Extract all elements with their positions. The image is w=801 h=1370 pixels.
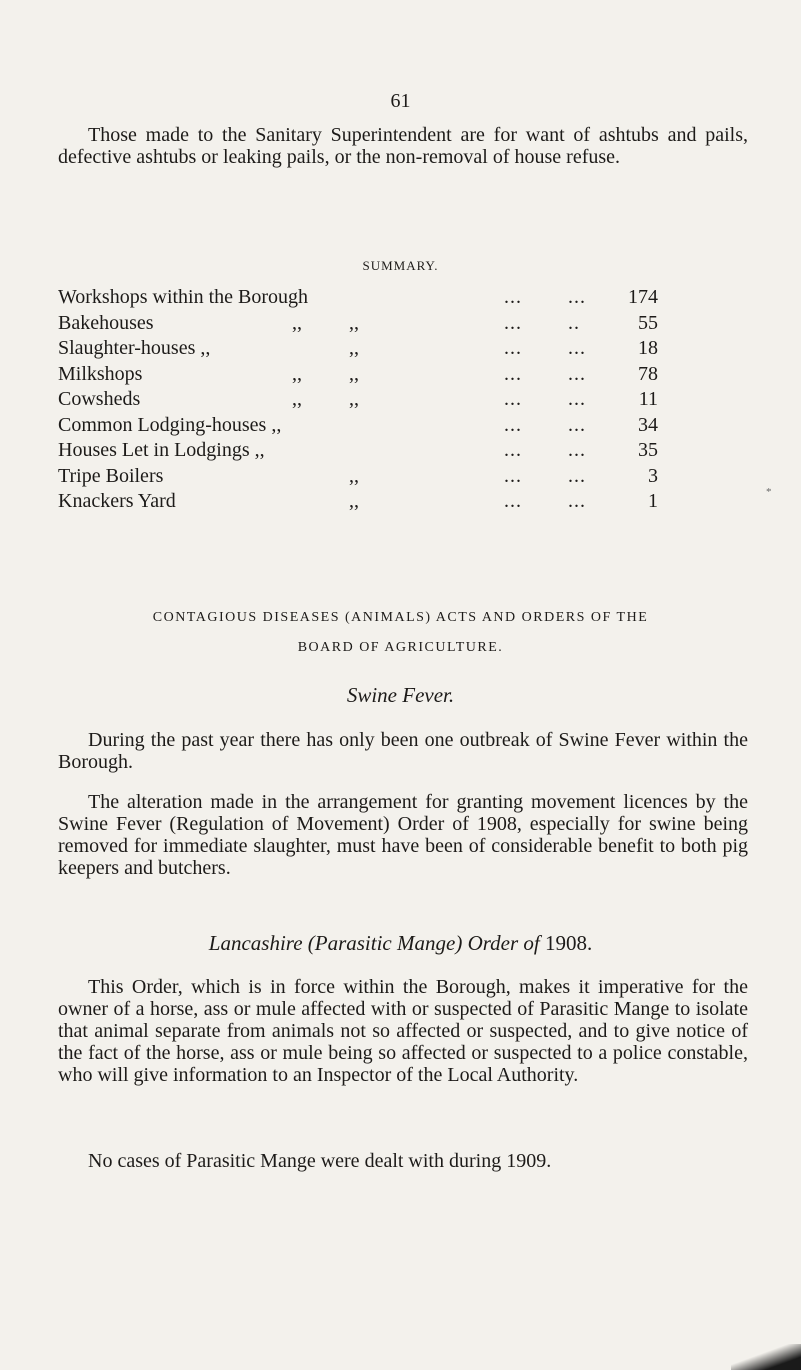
leader-dots: ... [568,286,586,308]
summary-row [58,414,658,440]
leader-dots: ... [504,362,522,385]
contagious-diseases-subheading: BOARD OF AGRICULTURE. [297,640,504,655]
leader-dots: ... [504,311,522,334]
summary-row [58,286,658,312]
row-label: Tripe Boilers [58,464,164,487]
row-label: Houses Let in Lodgings ,, [58,439,265,461]
leader-dots: ... [504,337,522,359]
row-label: Workshops within the Borough [58,286,309,308]
row-value: 55 [638,311,658,334]
heading-year: 1908. [544,931,593,955]
summary-row [58,337,658,363]
ditto-mark: ,, [349,362,359,385]
summary-row [58,312,658,338]
leader-dots: .. [568,311,580,334]
leader-dots: ... [568,413,586,436]
leader-dots: ... [504,490,522,512]
leader-dots: ... [568,439,586,461]
parasitic-mange-heading [0,931,801,956]
ditto-mark: ,, [292,311,302,334]
parasitic-mange-paragraph-2: No cases of Parasitic Mange were dealt with during 1909. [88,1150,552,1172]
row-value: 34 [638,413,658,436]
row-label: Knackers Yard [58,490,176,512]
leader-dots: ... [504,439,522,461]
row-value: 174 [628,286,658,308]
ditto-mark: ,, [292,388,302,410]
summary-table [58,286,658,516]
swine-fever-paragraph-2: The alteration made in the arrangement for granting movement licences by the Swine Fever (Regulation of Movement) Order of 1908, especially for swine being removed for immediate slaughter, must have been of considerable benefit to both pig keepers and butchers. [58,791,748,879]
row-label: Cowsheds [58,388,141,410]
row-value: 35 [638,439,658,461]
swine-fever-paragraph-1: During the past year there has only been one outbreak of Swine Fever within the Borough. [58,729,748,773]
row-label: Bakehouses [58,311,154,334]
leader-dots: ... [568,490,586,512]
row-value: 18 [638,337,658,359]
summary-row [58,363,658,389]
heading-title: Lancashire (Parasitic Mange) Order of [208,931,540,955]
leader-dots: ... [504,413,522,436]
row-value: 1 [648,490,658,512]
row-label: Common Lodging-houses ,, [58,413,282,436]
leader-dots: ... [504,464,522,487]
summary-row [58,439,658,465]
page-corner-blot [731,1344,801,1370]
row-label: Milkshops [58,362,143,385]
leader-dots: ... [504,388,522,410]
row-label: Slaughter-houses ,, [58,337,211,359]
ditto-mark: ,, [349,388,359,410]
row-value: 11 [638,388,658,410]
ditto-mark: ,, [349,311,359,334]
ditto-mark: ,, [292,362,302,385]
leader-dots: ... [568,362,586,385]
summary-title: SUMMARY. [362,258,439,273]
leader-dots: ... [568,337,586,359]
parasitic-mange-paragraph-1: This Order, which is in force within the Borough, makes it imperative for the owner of a horse, ass or mule affected with or suspected of Parasitic Mange to isolate that animal separate from animals not so affected or suspected, and to give notice of the fact of the horse, ass or mule being so affected or suspected to a police constable, who will give information to an Inspector of the Local Authority. [58,976,748,1086]
page-number: 61 [390,90,411,112]
ditto-mark: ,, [349,337,359,359]
summary-row [58,490,658,516]
margin-mark: * [766,486,772,498]
leader-dots: ... [504,286,522,308]
intro-paragraph: Those made to the Sanitary Superintendent are for want of ashtubs and pails, defective ashtubs or leaking pails, or the non-removal of house refuse. [58,124,748,168]
leader-dots: ... [568,464,586,487]
ditto-mark: ,, [349,464,359,487]
swine-fever-heading: Swine Fever. [346,683,455,707]
row-value: 3 [648,464,658,487]
leader-dots: ... [568,388,586,410]
summary-row [58,465,658,491]
ditto-mark: ,, [349,490,359,512]
summary-row [58,388,658,414]
contagious-diseases-heading: CONTAGIOUS DISEASES (ANIMALS) ACTS AND ORDERS OF THE [152,610,649,625]
row-value: 78 [638,362,658,385]
